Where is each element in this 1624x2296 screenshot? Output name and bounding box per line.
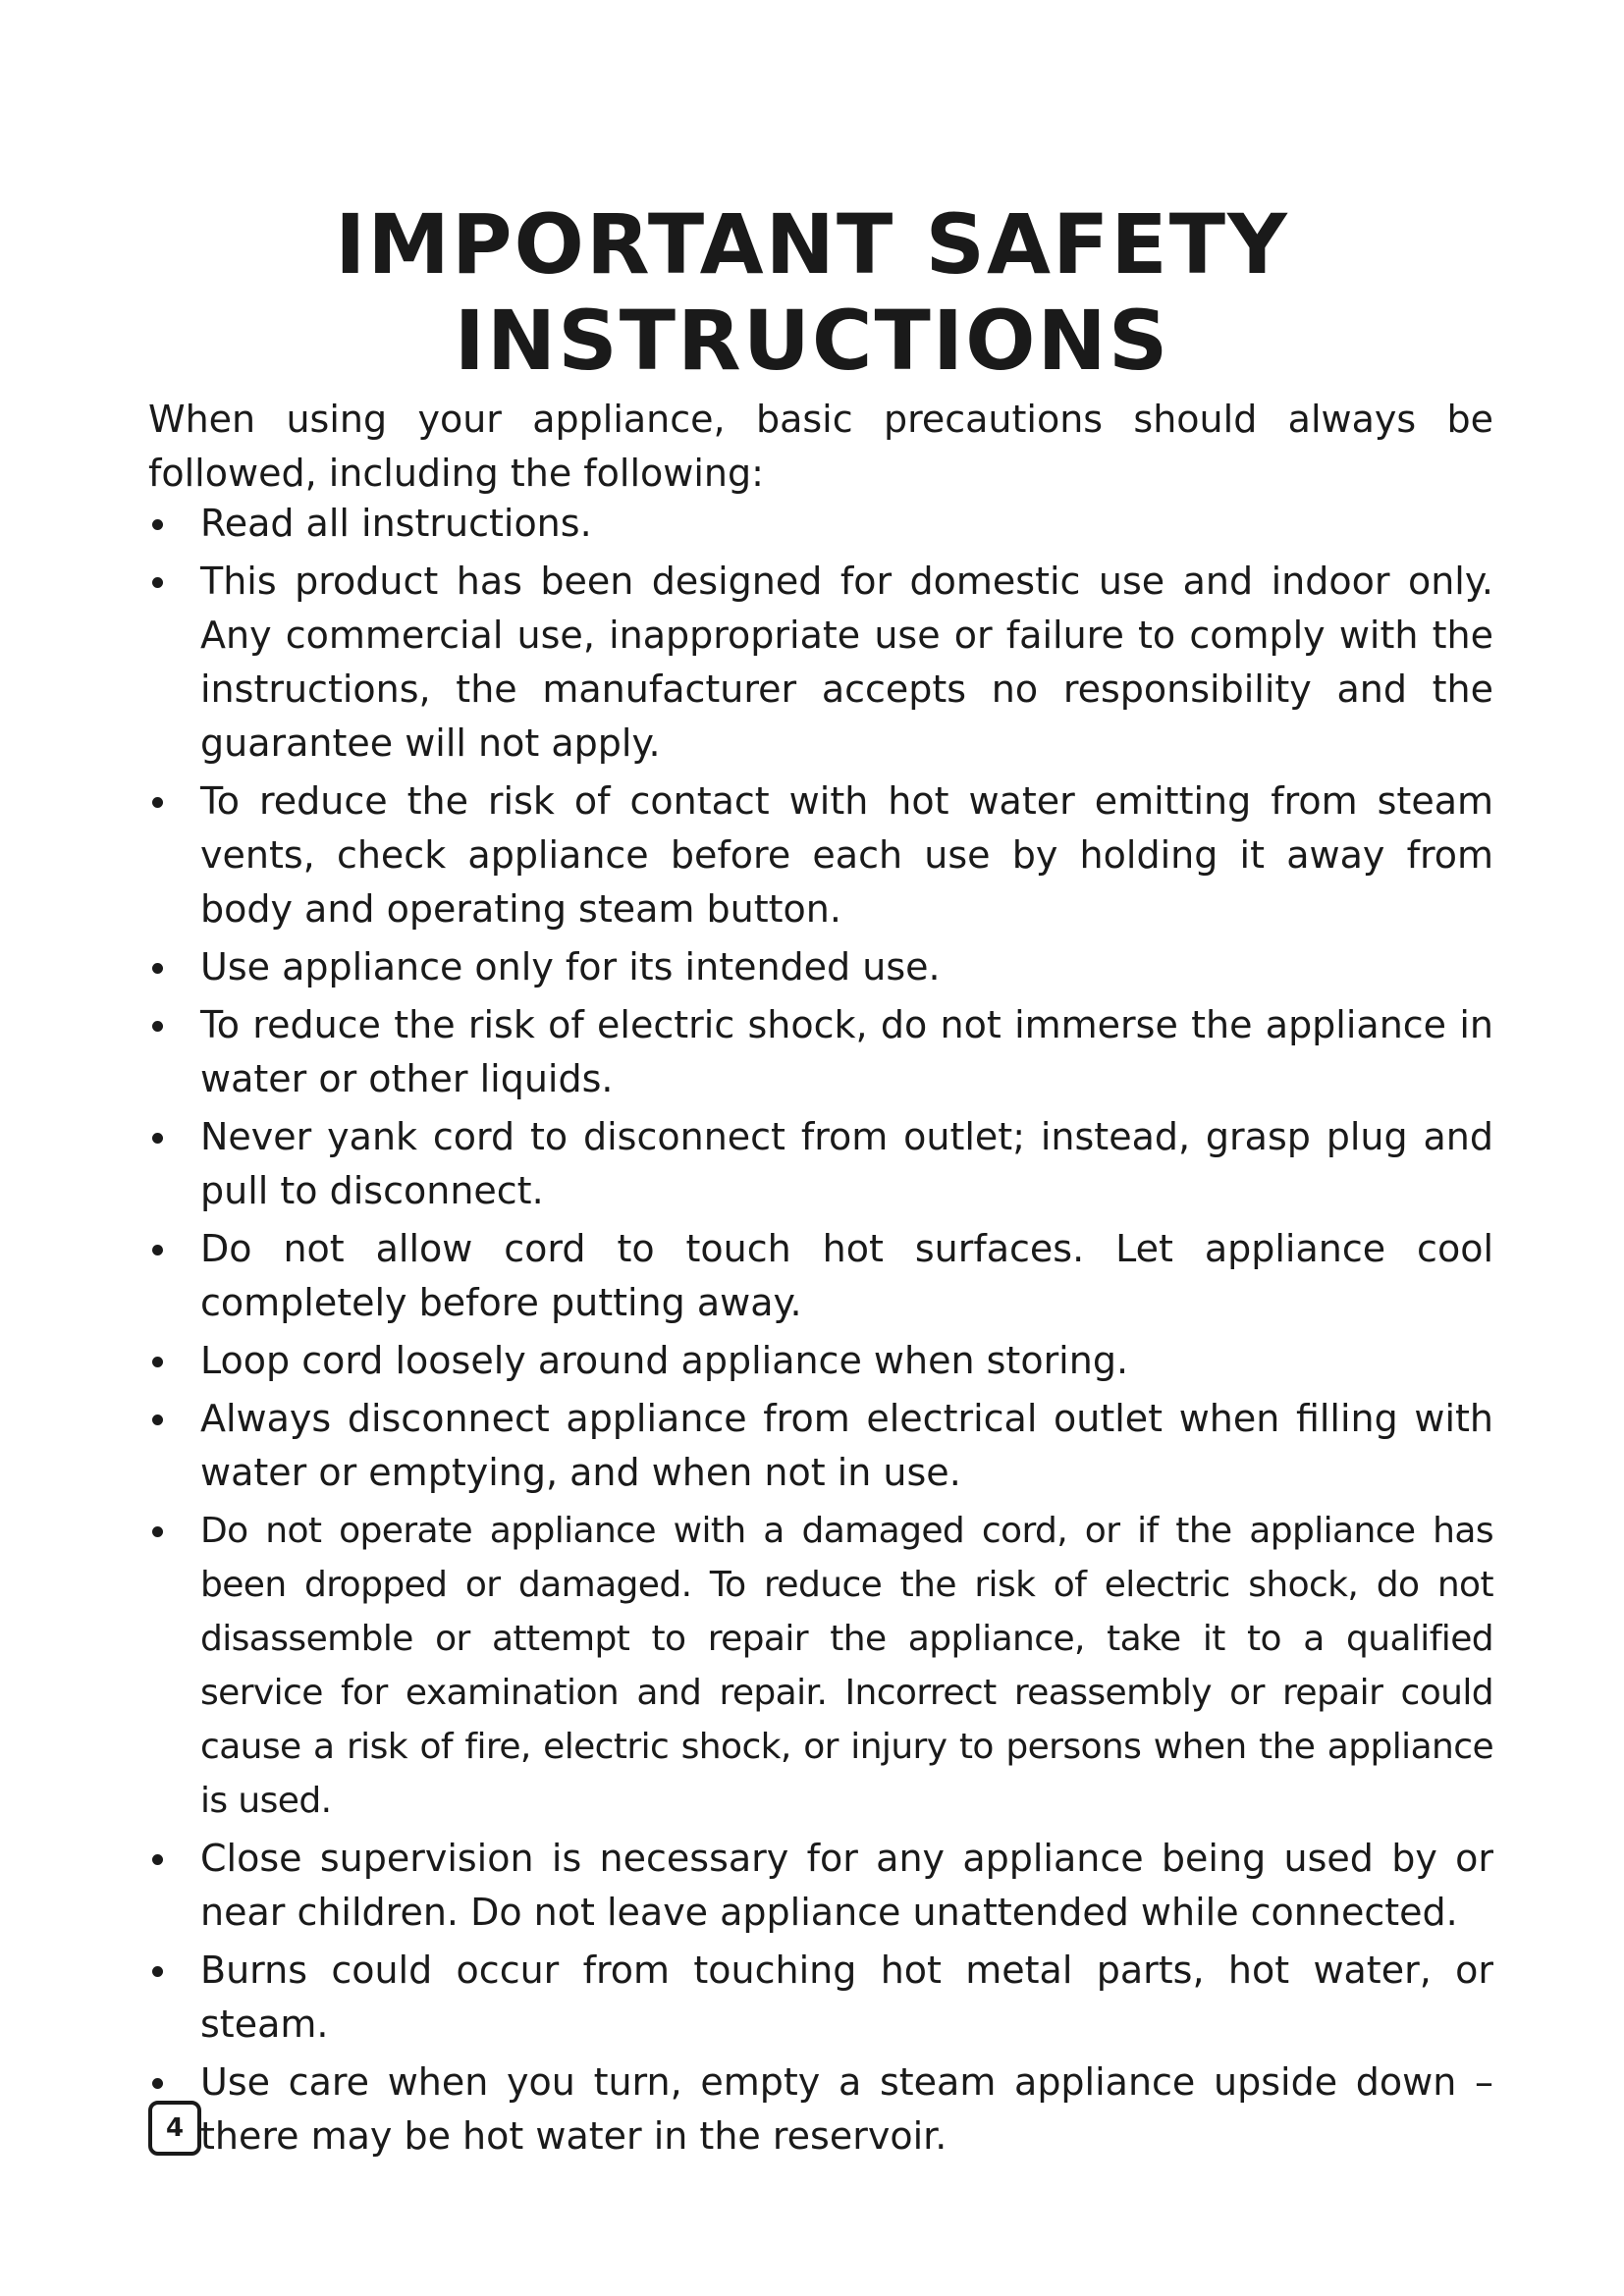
list-item-text: Do not allow cord to touch hot surfaces. Let appliance cool completely before putting away. — [200, 1227, 1493, 1324]
list-item-text: Use care when you turn, empty a steam appliance upside down – there may be hot water in the reservoir. — [200, 2060, 1493, 2158]
list-item — [148, 940, 1493, 994]
intro-paragraph: When using your appliance, basic precautions should always be followed, including the following: — [148, 398, 1493, 495]
list-item-text: Burns could occur from touching hot metal parts, hot water, or steam. — [200, 1949, 1493, 2046]
list-item — [148, 1222, 1493, 1330]
page-title-line-1: IMPORTANT SAFETY — [335, 196, 1289, 293]
page-number: 4 — [148, 2101, 201, 2156]
list-item — [148, 1504, 1493, 1828]
list-item-text: To reduce the risk of contact with hot water emitting from steam vents, check appliance before each use by holding it away from body and operating steam button. — [200, 779, 1493, 931]
list-item — [148, 555, 1493, 771]
list-item — [148, 774, 1493, 936]
list-item-text: Always disconnect appliance from electrical outlet when filling with water or emptying, and when not in use. — [200, 1397, 1493, 1494]
bullet-icon — [152, 963, 163, 974]
list-item — [148, 2056, 1493, 2163]
page-title — [0, 196, 1624, 389]
bullet-icon — [152, 1854, 163, 1865]
list-item — [148, 1944, 1493, 2052]
page-title-line-2: INSTRUCTIONS — [454, 293, 1170, 389]
list-item — [148, 1334, 1493, 1388]
list-item-text: Never yank cord to disconnect from outlet; instead, grasp plug and pull to disconnect. — [200, 1115, 1493, 1212]
bullet-icon — [152, 1966, 163, 1977]
list-item-text: Loop cord loosely around appliance when storing. — [200, 1339, 1129, 1382]
list-item — [148, 497, 1493, 551]
bullet-icon — [152, 1245, 163, 1255]
bullet-icon — [152, 1526, 163, 1537]
safety-instructions-list — [148, 497, 1493, 2167]
list-item-text: Do not operate appliance with a damaged cord, or if the appliance has been dropped or damaged. To reduce the risk of electric shock, do not disassemble or attempt to repair the appliance, take it to a qualified service for examination and repair. Incorrect reassembly or repair could cause a risk of fire, electric shock, or injury to persons when the appliance is used. — [200, 1511, 1493, 1821]
list-item-text: Use appliance only for its intended use. — [200, 945, 941, 988]
list-item-text: To reduce the risk of electric shock, do not immerse the appliance in water or other liquids. — [200, 1003, 1493, 1100]
bullet-icon — [152, 2078, 163, 2089]
list-item — [148, 1110, 1493, 1218]
list-item — [148, 1832, 1493, 1940]
bullet-icon — [152, 519, 163, 530]
bullet-icon — [152, 1415, 163, 1425]
bullet-icon — [152, 577, 163, 588]
list-item — [148, 1392, 1493, 1500]
list-item-text: Read all instructions. — [200, 502, 592, 545]
bullet-icon — [152, 1133, 163, 1144]
list-item-text: This product has been designed for domestic use and indoor only. Any commercial use, inappropriate use or failure to comply with the instructions, the manufacturer accepts no responsibility and the guarantee will not apply. — [200, 560, 1493, 765]
list-item-text: Close supervision is necessary for any appliance being used by or near children. Do not leave appliance unattended while connected. — [200, 1837, 1493, 1934]
list-item — [148, 998, 1493, 1106]
bullet-icon — [152, 797, 163, 808]
bullet-icon — [152, 1021, 163, 1032]
bullet-icon — [152, 1357, 163, 1367]
